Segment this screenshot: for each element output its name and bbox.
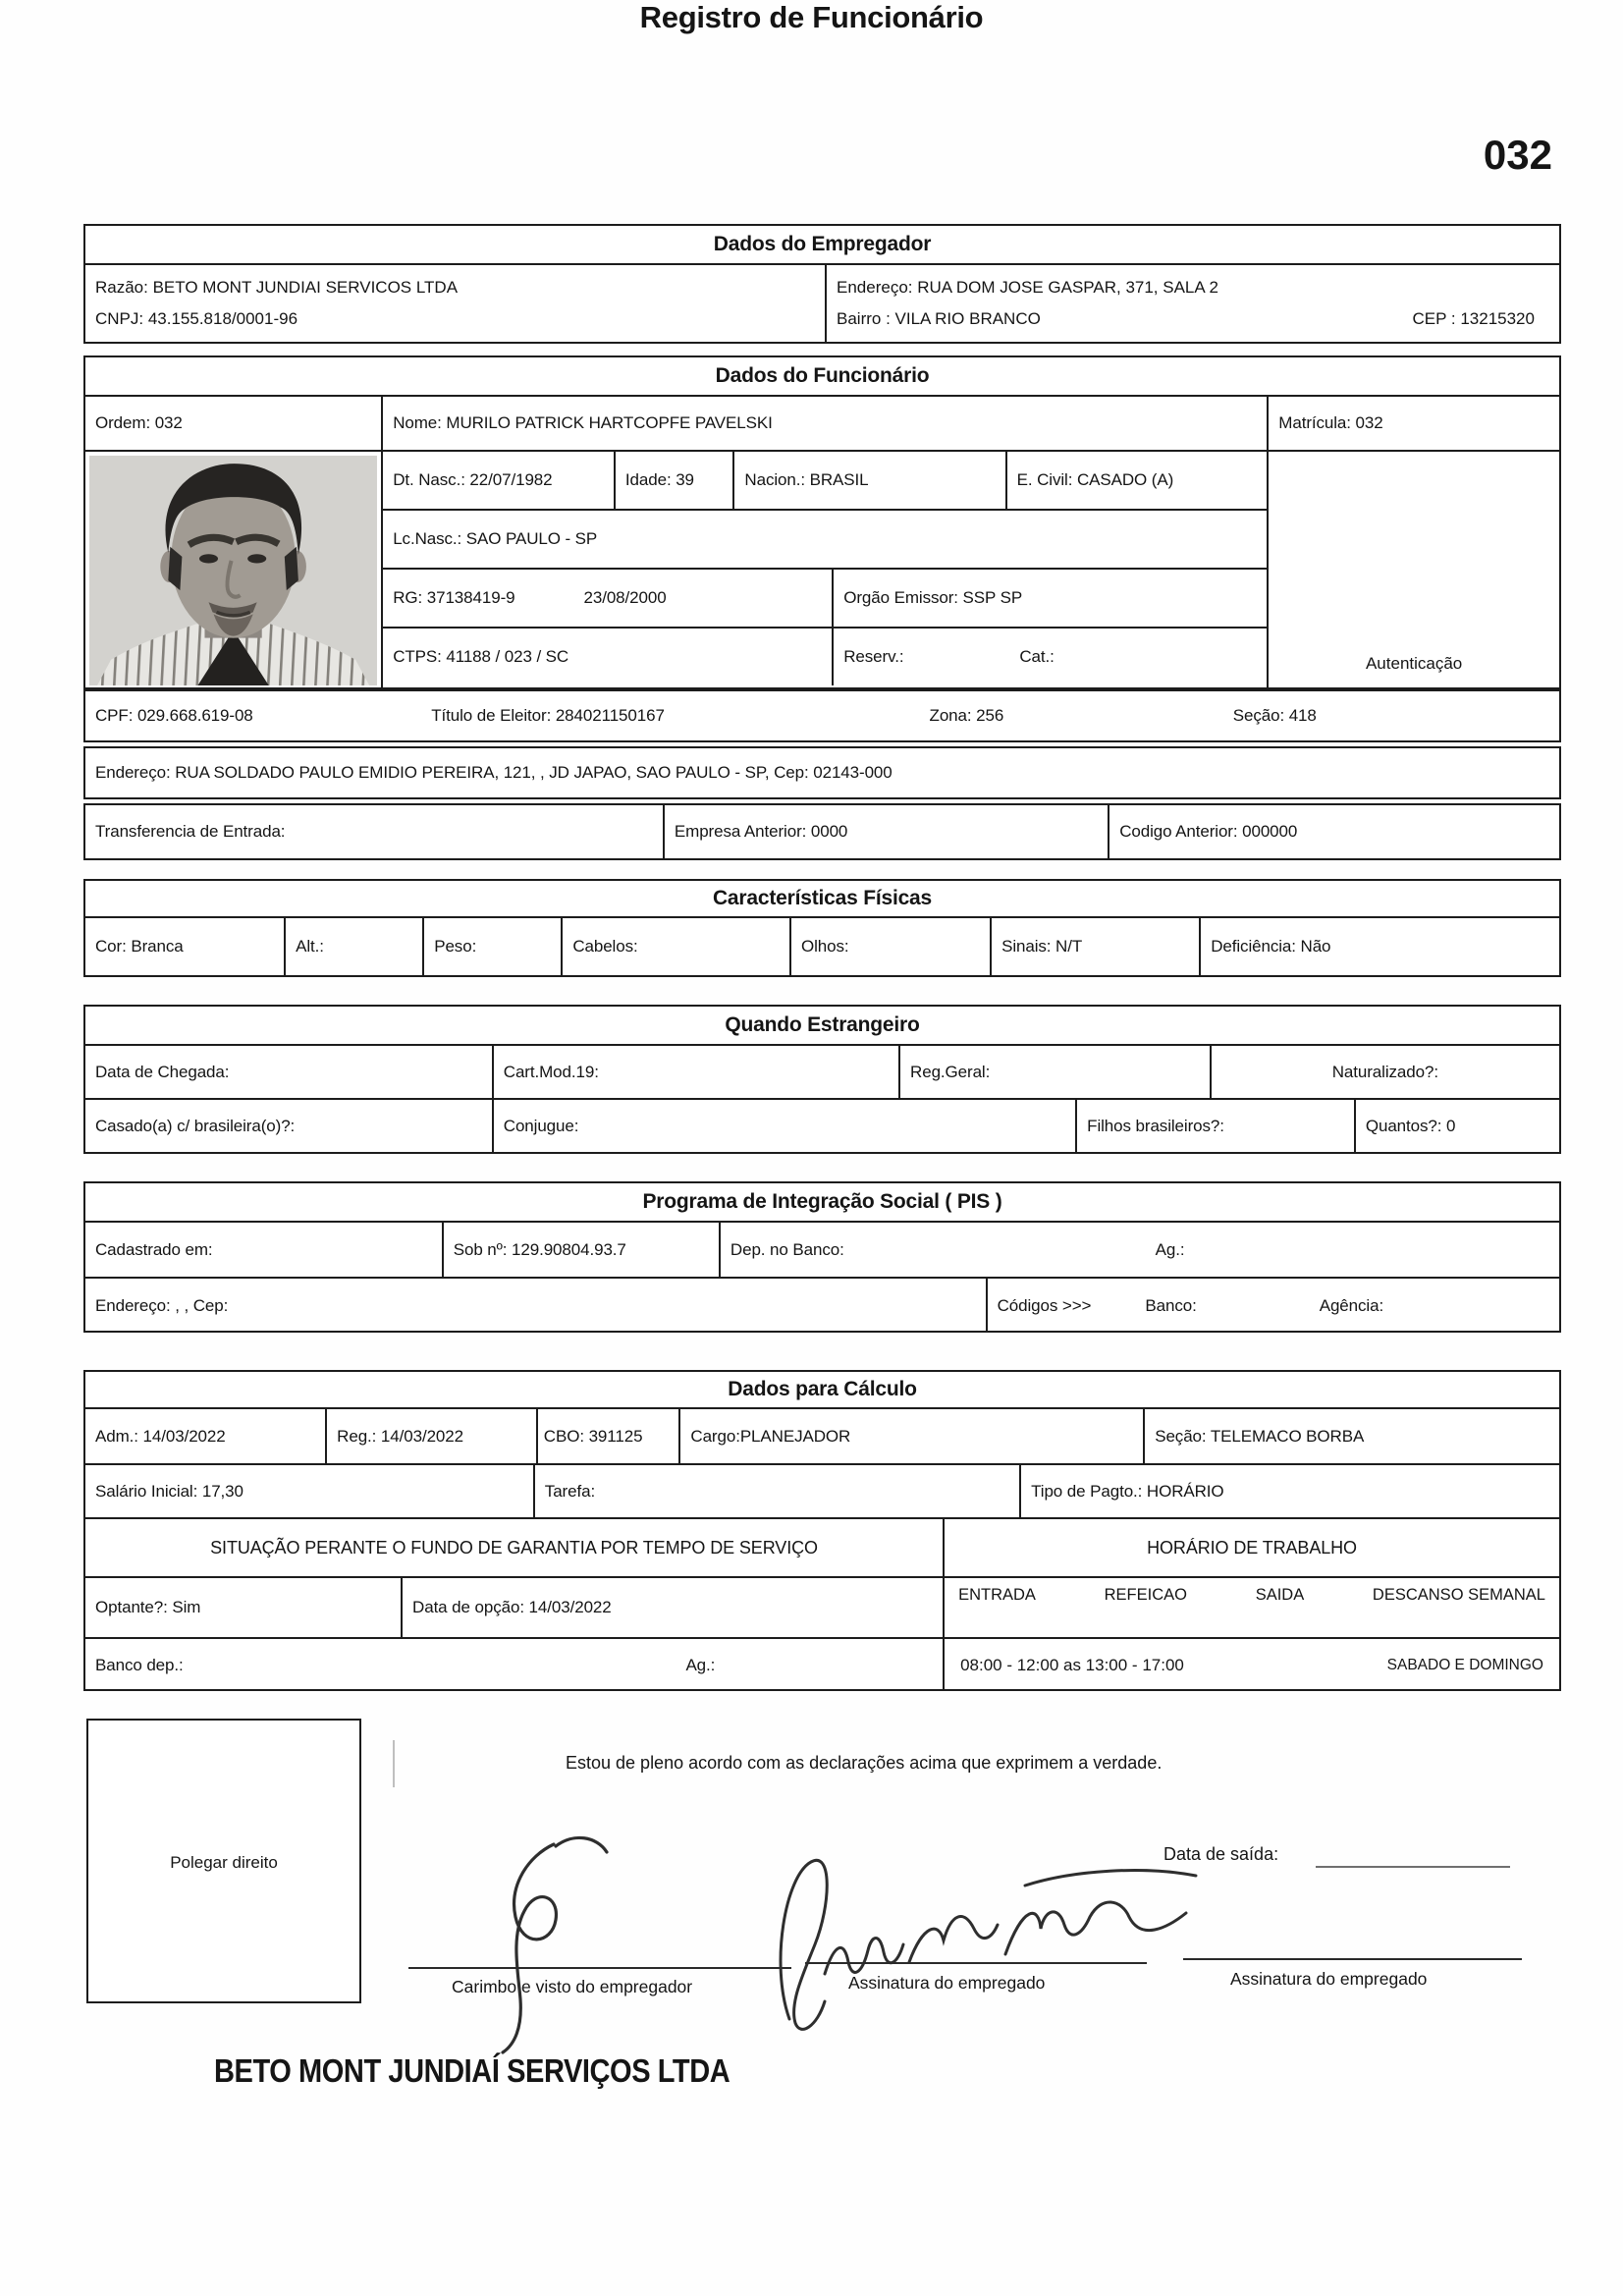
employee-signature-line-2 xyxy=(1183,1958,1522,1960)
estrangeiro-data-chegada: Data de Chegada: xyxy=(85,1046,494,1098)
calculo-reg: Reg.: 14/03/2022 xyxy=(327,1409,538,1463)
pis-banco: Banco: xyxy=(1145,1295,1197,1315)
section-caracteristicas-fisicas xyxy=(83,879,1561,977)
calculo-data-opcao: Data de opção: 14/03/2022 xyxy=(412,1598,612,1616)
declaration-statement: Estou de pleno acordo com as declarações acima que exprimem a verdade. xyxy=(566,1753,1163,1773)
funcionario-cat: Cat.: xyxy=(1019,647,1055,666)
funcionario-reserv: Reserv.: xyxy=(843,647,904,666)
funcionario-secao-eleitoral: Seção: 418 xyxy=(1232,706,1317,725)
calculo-adm: Adm.: 14/03/2022 xyxy=(85,1409,327,1463)
section-title-pis: Programa de Integração Social ( PIS ) xyxy=(85,1183,1559,1223)
exit-date-line xyxy=(1316,1866,1510,1868)
calculo-tarefa: Tarefa: xyxy=(535,1465,1021,1517)
funcionario-idade: Idade: 39 xyxy=(616,452,735,509)
fisicas-sinais: Sinais: N/T xyxy=(992,918,1201,975)
pis-ag: Ag.: xyxy=(1155,1239,1185,1259)
funcionario-rg: RG: 37138419-9 xyxy=(393,588,515,607)
employee-photo xyxy=(85,452,383,689)
funcionario-dt-nasc: Dt. Nasc.: 22/07/1982 xyxy=(383,452,616,509)
fisicas-cabelos: Cabelos: xyxy=(563,918,791,975)
thumbprint-label: Polegar direito xyxy=(170,1853,278,1872)
scan-artifact-line xyxy=(393,1740,395,1787)
estrangeiro-reg-geral: Reg.Geral: xyxy=(900,1046,1212,1098)
horario-col-descanso: DESCANSO SEMANAL xyxy=(1372,1586,1545,1604)
empregador-bairro: Bairro : VILA RIO BRANCO xyxy=(837,309,1041,328)
calculo-fgts-titulo: SITUAÇÃO PERANTE O FUNDO DE GARANTIA POR TEMPO DE SERVIÇO xyxy=(85,1519,945,1576)
horario-col-entrada: ENTRADA xyxy=(958,1586,1036,1604)
pis-endereco: Endereço: , , Cep: xyxy=(85,1279,988,1333)
pis-agencia: Agência: xyxy=(1319,1295,1384,1315)
funcionario-ordem: Ordem: 032 xyxy=(85,397,383,450)
row-cpf-eleitor xyxy=(83,689,1561,742)
section-dados-empregador xyxy=(83,224,1561,344)
estrangeiro-conjugue: Conjugue: xyxy=(494,1100,1077,1152)
employer-signature xyxy=(460,1825,636,2055)
pis-sob-numero: Sob nº: 129.90804.93.7 xyxy=(444,1223,721,1277)
fisicas-deficiencia: Deficiência: Não xyxy=(1211,937,1331,956)
row-endereco-funcionario xyxy=(83,746,1561,799)
funcionario-nacion: Nacion.: BRASIL xyxy=(734,452,1006,509)
section-pis xyxy=(83,1181,1561,1333)
funcionario-empresa-anterior: Empresa Anterior: 0000 xyxy=(665,805,1109,858)
pis-dep-banco: Dep. no Banco: xyxy=(730,1239,844,1259)
calculo-tipo-pagto: Tipo de Pagto.: HORÁRIO xyxy=(1031,1481,1224,1501)
funcionario-nome: Nome: MURILO PATRICK HARTCOPFE PAVELSKI xyxy=(383,397,1269,450)
section-dados-funcionario xyxy=(83,355,1561,689)
funcionario-lc-nasc: Lc.Nasc.: SAO PAULO - SP xyxy=(393,529,598,548)
calculo-banco-dep: Banco dep.: xyxy=(95,1655,184,1674)
funcionario-codigo-anterior: Codigo Anterior: 000000 xyxy=(1119,822,1298,841)
empregador-cnpj: CNPJ: 43.155.818/0001-96 xyxy=(95,309,298,328)
section-title-calculo: Dados para Cálculo xyxy=(85,1372,1559,1409)
funcionario-autenticacao-label: Autenticação xyxy=(1365,654,1463,673)
page-title: Registro de Funcionário xyxy=(639,0,984,34)
pis-cadastrado-em: Cadastrado em: xyxy=(85,1223,444,1277)
calculo-horario-valor: 08:00 - 12:00 as 13:00 - 17:00 xyxy=(960,1655,1184,1674)
fisicas-alt: Alt.: xyxy=(286,918,424,975)
section-title-fisicas: Características Físicas xyxy=(85,881,1559,918)
estrangeiro-quantos: Quantos?: 0 xyxy=(1365,1116,1456,1135)
calculo-cbo: CBO: 391125 xyxy=(538,1409,681,1463)
fisicas-olhos: Olhos: xyxy=(791,918,992,975)
employee-photo-illustration xyxy=(89,456,377,685)
empregador-cep: CEP : 13215320 xyxy=(1412,309,1535,328)
funcionario-endereco: Endereço: RUA SOLDADO PAULO EMIDIO PEREIRA, 121, , JD JAPAO, SAO PAULO - SP, Cep: 02143-000 xyxy=(95,763,893,782)
exit-date-label: Data de saída: xyxy=(1163,1844,1279,1864)
calculo-cargo: Cargo:PLANEJADOR xyxy=(680,1409,1145,1463)
section-title-estrangeiro: Quando Estrangeiro xyxy=(85,1007,1559,1046)
horario-col-saida: SAIDA xyxy=(1255,1586,1305,1604)
row-transferencia xyxy=(83,803,1561,860)
employee-signature-line-1 xyxy=(805,1962,1147,1964)
funcionario-orgao-emissor: Orgão Emissor: SSP SP xyxy=(843,588,1023,607)
funcionario-cpf: CPF: 029.668.619-08 xyxy=(95,706,253,725)
section-quando-estrangeiro xyxy=(83,1005,1561,1154)
funcionario-rg-data: 23/08/2000 xyxy=(583,588,667,607)
estrangeiro-naturalizado: Naturalizado?: xyxy=(1331,1062,1438,1081)
footer-company-stamp: BETO MONT JUNDIAÍ SERVIÇOS LTDA xyxy=(214,2052,730,2089)
employee-signature xyxy=(729,1815,1229,2046)
funcionario-zona: Zona: 256 xyxy=(929,706,1004,725)
calculo-descanso-valor: SABADO E DOMINGO xyxy=(1386,1656,1543,1673)
calculo-secao: Seção: TELEMACO BORBA xyxy=(1155,1426,1365,1446)
funcionario-transferencia: Transferencia de Entrada: xyxy=(85,805,665,858)
section-title-funcionario: Dados do Funcionário xyxy=(85,357,1559,397)
estrangeiro-casado-brasileira: Casado(a) c/ brasileira(o)?: xyxy=(85,1100,494,1152)
calculo-optante: Optante?: Sim xyxy=(85,1578,403,1637)
thumbprint-box xyxy=(86,1719,361,2003)
calculo-horario-titulo: HORÁRIO DE TRABALHO xyxy=(1147,1537,1357,1558)
fisicas-peso: Peso: xyxy=(424,918,563,975)
estrangeiro-filhos-brasileiros: Filhos brasileiros?: xyxy=(1077,1100,1356,1152)
employer-signature-label: Carimbo e visto do empregador xyxy=(452,1977,693,1996)
calculo-ag: Ag.: xyxy=(685,1655,716,1674)
empregador-razao: Razão: BETO MONT JUNDIAI SERVICOS LTDA xyxy=(95,278,459,297)
calculo-salario-inicial: Salário Inicial: 17,30 xyxy=(85,1465,535,1517)
funcionario-estado-civil: E. Civil: CASADO (A) xyxy=(1016,470,1174,489)
section-dados-calculo xyxy=(83,1370,1561,1691)
employee-signature-label-2: Assinatura do empregado xyxy=(1230,1969,1428,1989)
page-number: 032 xyxy=(1483,132,1552,178)
funcionario-matricula: Matrícula: 032 xyxy=(1278,413,1383,432)
horario-col-refeicao: REFEICAO xyxy=(1104,1586,1187,1604)
funcionario-ctps: CTPS: 41188 / 023 / SC xyxy=(383,629,834,685)
funcionario-titulo-eleitor: Título de Eleitor: 284021150167 xyxy=(431,706,665,725)
empregador-endereco: Endereço: RUA DOM JOSE GASPAR, 371, SALA 2 xyxy=(837,278,1218,297)
estrangeiro-cart-mod: Cart.Mod.19: xyxy=(494,1046,900,1098)
employee-signature-label-1: Assinatura do empregado xyxy=(848,1973,1046,1993)
fisicas-cor: Cor: Branca xyxy=(85,918,286,975)
section-title-empregador: Dados do Empregador xyxy=(85,226,1559,265)
pis-codigos: Códigos >>> xyxy=(997,1295,1092,1315)
